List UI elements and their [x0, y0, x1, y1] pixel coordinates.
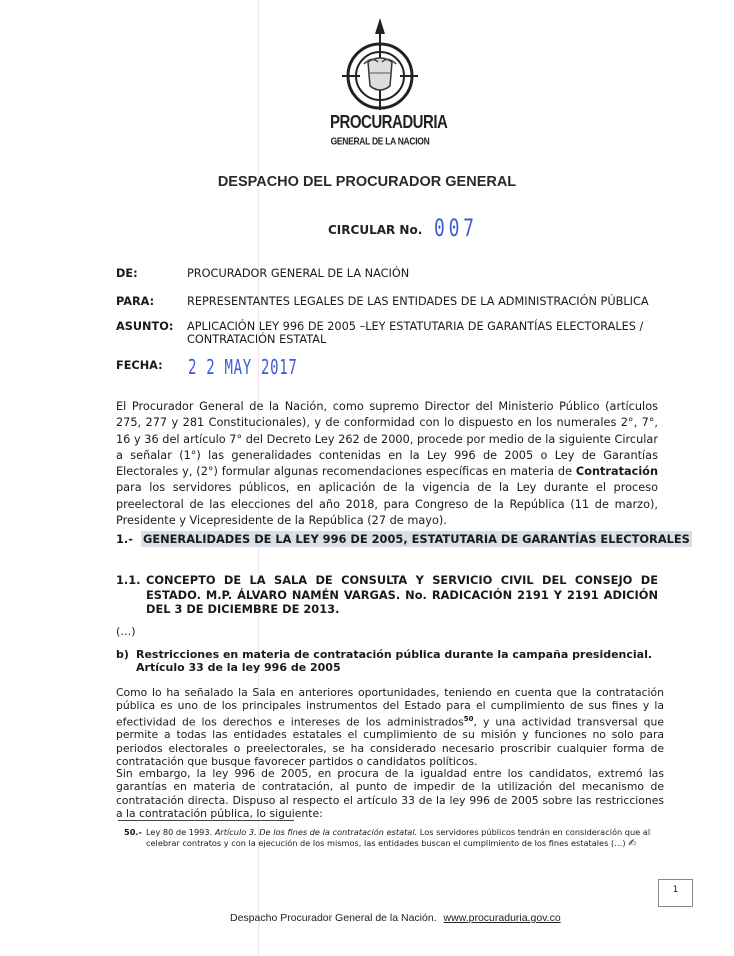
- para-value: REPRESENTANTES LEGALES DE LAS ENTIDADES DE LA ADMINISTRACIÓN PÚBLICA: [187, 295, 649, 308]
- fecha-label: FECHA:: [116, 359, 163, 372]
- section-1-1-title: CONCEPTO DE LA SALA DE CONSULTA Y SERVICIO CIVIL DEL CONSEJO DE ESTADO. M.P. ÁLVARO NAMÉN VARGAS. No. RADICACIÓN 2191 Y 2191 ADICIÓN DEL 3 DE DICIEMBRE DE 2013.: [146, 573, 658, 616]
- paragraph-1-text-1: Como lo ha señalado la Sala en anteriores oportunidades, teniendo en cuenta que la contratación pública es uno de los principales instrumentos del Estado para el cumplimiento de sus fines y la efectividad de los derechos e intereses de los administrados: [116, 686, 664, 729]
- footer-website-link[interactable]: www.procuraduria.gov.co: [443, 912, 561, 924]
- footnote-marker: 50.-: [124, 827, 142, 837]
- circular-label: CIRCULAR No.: [328, 223, 423, 237]
- circular-number-stamp: 007: [434, 214, 478, 242]
- subsection-b-label: b): [116, 648, 129, 661]
- intro-bold-term: Contratación: [575, 465, 658, 479]
- footer-text: Despacho Procurador General de la Nación.: [230, 912, 437, 924]
- logo-name: PROCURADURIA: [330, 111, 448, 134]
- footnote-text-2: Los servidores públicos tendrán en consideración que al celebrar contratos y con la ejecución de los mismos, las entidades buscan el cumplimiento de los fines estatales (…): [146, 827, 651, 848]
- section-1-title-highlighted: GENERALIDADES DE LA LEY 996 DE 2005, ESTATUTARIA DE GARANTÍAS ELECTORALES: [142, 532, 690, 546]
- intro-text-2: para los servidores públicos, en aplicación de la vigencia de la Ley durante el proceso preelectoral de las elecciones del año 2018, para Congreso de la República (11 de marzo), Presidente y Vicepresidente de la República (27 de mayo).: [116, 481, 658, 528]
- footnote-italic: Artículo 3. De los fines de la contratación estatal.: [214, 827, 418, 837]
- subsection-b-title: Restricciones en materia de contratación pública durante la campaña presidencial. Artículo 33 de la ley 996 de 2005: [136, 648, 653, 674]
- compass-seal-icon: [330, 18, 430, 113]
- de-label: DE:: [116, 267, 138, 280]
- fecha-date-stamp: 2 2 MAY 2017: [188, 355, 298, 379]
- footnote-divider: [118, 820, 294, 821]
- de-value: PROCURADOR GENERAL DE LA NACIÓN: [187, 267, 410, 280]
- procuraduria-logo: [330, 18, 448, 148]
- para-label: PARA:: [116, 295, 155, 308]
- intro-paragraph: [116, 399, 658, 529]
- section-1-heading: [116, 532, 692, 546]
- paragraph-1: [116, 686, 664, 768]
- footnote: [124, 827, 659, 849]
- section-1-1-heading: [116, 573, 658, 617]
- asunto-value: APLICACIÓN LEY 996 DE 2005 –LEY ESTATUTARIA DE GARANTÍAS ELECTORALES / CONTRATACIÓN ESTATAL: [187, 320, 644, 346]
- paragraph-2: Sin embargo, la ley 996 de 2005, en procura de la igualdad entre los candidatos, extremó las garantías en materia de contratación, al punto de impedir de la utilización del mecanismo de contratación directa. Dispuso al respecto el artículo 33 de la ley 996 de 2005 sobre las restricciones a la contratación pública, lo siguiente:: [116, 767, 664, 820]
- page-number: 1: [672, 885, 679, 895]
- section-1-1-number: 1.1.: [116, 573, 141, 587]
- footnote-reference[interactable]: 50: [463, 714, 474, 723]
- ellipsis: (…): [116, 625, 136, 638]
- subsection-b-heading: [116, 648, 661, 674]
- footer: [230, 912, 561, 924]
- intro-text-1: El Procurador General de la Nación, como supremo Director del Ministerio Público (artículos 275, 277 y 281 Constitucionales), y de conformidad con lo dispuesto en los numerales 2°, 7°, 16 y 36 del artículo 7° del Decreto Ley 262 de 2000, procede por medio de la siguiente Circular a señalar (1°) las generalidades contenidas en la Ley 996 de 2005 o Ley de Garantías Electorales y, (2°) formular algunas recomendaciones específicas en materia de: [116, 400, 658, 479]
- logo-subtitle: GENERAL DE LA NACION: [330, 135, 430, 147]
- page-number-box: [658, 879, 693, 907]
- signature-initial-icon: ✍: [628, 838, 637, 849]
- footnote-text-1: Ley 80 de 1993.: [146, 827, 215, 837]
- office-title: DESPACHO DEL PROCURADOR GENERAL: [217, 174, 517, 190]
- paragraph-1-text-2: , y una actividad transversal que permite a todas las entidades estatales el cumplimiento de su misión y funciones no solo para periodos electorales o preelectorales, se ha considerado necesario proscribir cualquier forma de contratación que busque favorecer partidos o candidatos políticos.: [116, 715, 665, 769]
- section-1-number: 1.-: [116, 532, 133, 546]
- asunto-label: ASUNTO:: [116, 320, 174, 333]
